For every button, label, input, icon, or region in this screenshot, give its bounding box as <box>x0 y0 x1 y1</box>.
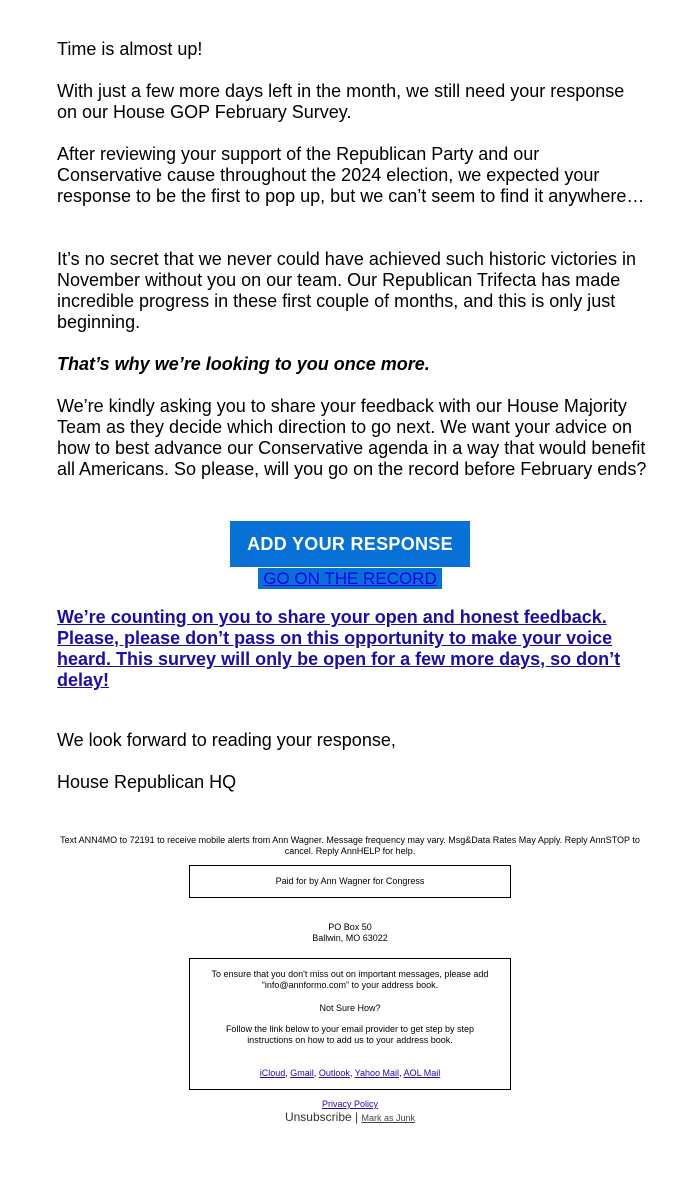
emphasis-paragraph: That’s why we’re looking to you once more. <box>57 354 430 374</box>
unsubscribe-row <box>200 1110 500 1125</box>
gmail-link[interactable]: Gmail <box>290 1068 314 1078</box>
icloud-link[interactable]: iCloud <box>259 1068 286 1078</box>
add-response-button[interactable]: ADD YOUR RESPONSE <box>230 521 470 567</box>
paragraph-1: With just a few more days left in the month, we still need your response on our House GOP February Survey. <box>57 81 625 122</box>
greeting-text: Time is almost up! <box>57 39 203 59</box>
paragraph-2: After reviewing your support of the Republican Party and our Conservative cause throughout the 2024 election, we expected your response to be the first to pop up, but we can’t seem to find it anywhere… <box>57 144 645 206</box>
outlook-link[interactable]: Outlook <box>318 1068 350 1078</box>
paid-for-text: Paid for by Ann Wagner for Congress <box>275 876 425 886</box>
not-sure-text: Not Sure How? <box>319 1003 381 1013</box>
paragraph-5: We’re kindly asking you to share your feedback with our House Majority Team as they decide which direction to go next. We want your advice on how to best advance our Conservative agenda in a way that would benefit all Americans. So please, will you go on the record before February ends? <box>57 396 647 479</box>
paid-for-box <box>189 865 511 898</box>
follow-text: Follow the link below to your email provider to get step by step instructions on how to add us to your address book. <box>225 1024 475 1045</box>
mark-as-junk-link[interactable]: Mark as Junk <box>361 1113 416 1123</box>
go-on-record-link[interactable]: GO ON THE RECORD <box>258 568 442 589</box>
privacy-policy-link[interactable]: Privacy Policy <box>321 1099 378 1109</box>
address-line-2: Ballwin, MO 63022 <box>312 933 388 943</box>
yahoo-mail-link[interactable]: Yahoo Mail <box>354 1068 400 1078</box>
sms-disclaimer: Text ANN4MO to 72191 to receive mobile alerts from Ann Wagner. Message frequency may vary. Msg&Data Rates May Apply. Reply AnnSTOP to cancel. Reply AnnHELP for help. <box>60 835 640 856</box>
signature: House Republican HQ <box>57 772 237 792</box>
mailing-address <box>250 922 450 944</box>
unsubscribe-link[interactable]: Unsubscribe <box>284 1110 352 1124</box>
counting-on-you-link[interactable]: We’re counting on you to share your open and honest feedback. Please, please don’t pass on this opportunity to make your voice heard. This survey will only be open for a few more days, so don’t delay! <box>57 607 621 690</box>
address-line-1: PO Box 50 <box>328 922 372 932</box>
closing-text: We look forward to reading your response, <box>57 730 396 750</box>
aol-mail-link[interactable]: AOL Mail <box>403 1068 441 1078</box>
privacy-row <box>300 1099 400 1110</box>
provider-links: iCloud, Gmail, Outlook, Yahoo Mail, AOL Mail <box>259 1068 441 1078</box>
separator: | <box>355 1110 359 1124</box>
address-book-box <box>189 958 511 1090</box>
paragraph-3: It’s no secret that we never could have achieved such historic victories in November without you on our team. Our Republican Trifecta has made incredible progress in these first couple of months, and this is only just beginning. <box>57 249 636 332</box>
ensure-text: To ensure that you don't miss out on important messages, please add “info@annformo.com” to your address book. <box>211 969 489 990</box>
